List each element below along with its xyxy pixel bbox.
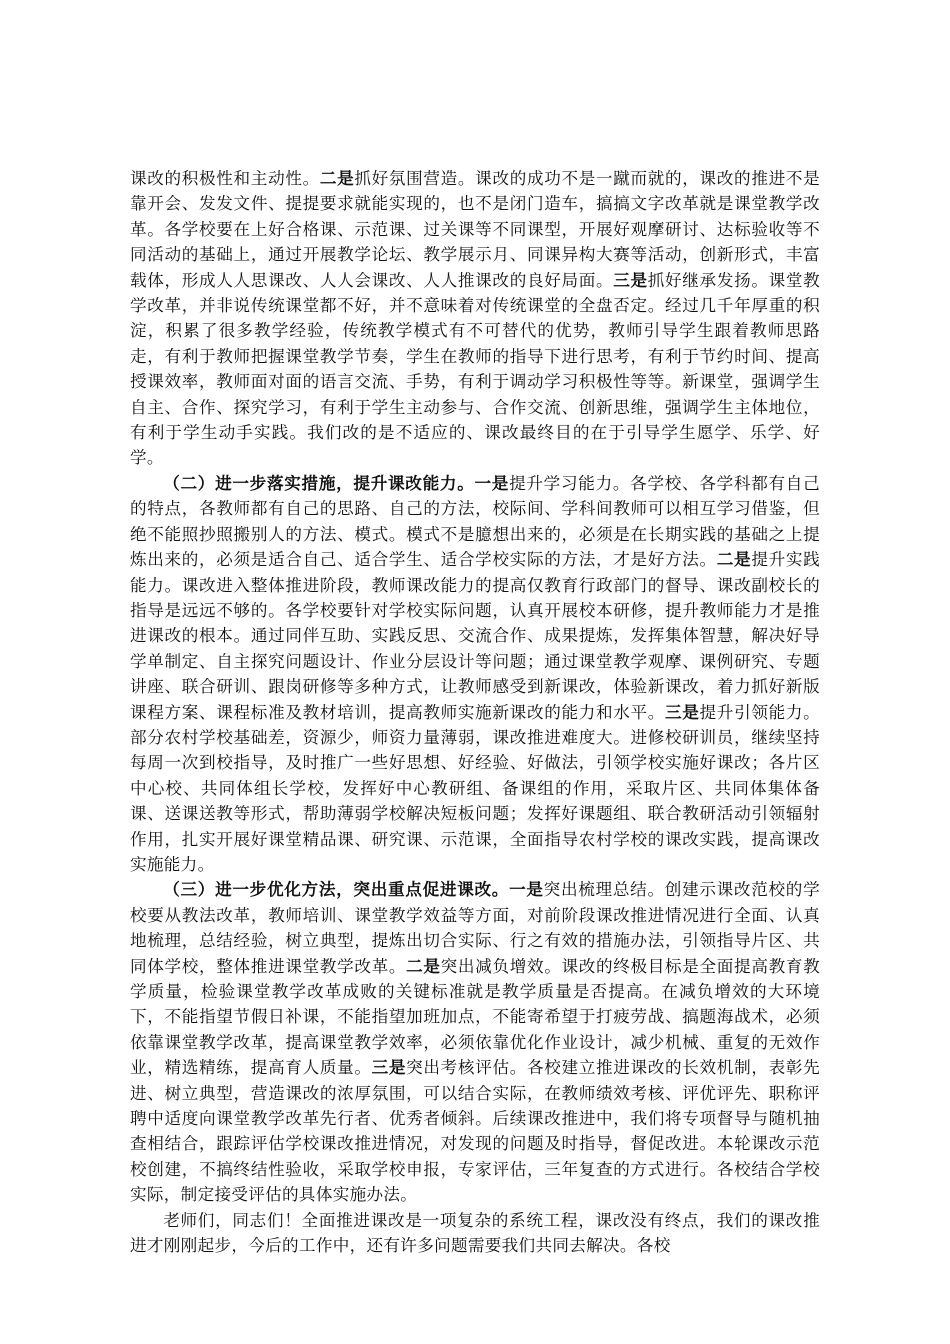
text-run: 老师们，同志们！全面推进课改是一项复杂的系统工程，课改没有终点，我们的课改推进才刚刚起步，今后的工作中，还有许多问题需要我们共同去解决。各校: [130, 1210, 820, 1256]
text-run: 提升引领能力。部分农村学校基础差，资源少，师资力量薄弱，课改推进难度大。进修校研训员，继续坚持每周一次到校指导，及时推广一些好思想、好经验、好做法，引领学校实施好课改；各片区中心校、共同体组长学校，发挥好中心教研组、备课组的作用，采取片区、共同体集体备课、送课送教等形式，帮助薄弱学校解决短板问题；发挥好课题组、联合教研活动引领辐射作用，扎实开展好课堂精品课、研究课、示范课，全面指导农村学校的课改实践，提高课改实施能力。: [130, 702, 820, 874]
section-heading: （二）进一步落实措施，提升课改能力。: [163, 472, 475, 493]
bold-run: 三是: [613, 269, 648, 290]
bold-run: 三是: [371, 1057, 407, 1078]
bold-run: 二是: [716, 549, 752, 570]
text-run: 课改的积极性和主动性。: [130, 169, 320, 188]
text-run: 突出考核评估。各校建立推进课改的长效机制，表彰先进、树立典型，营造课改的浓厚氛围，可以结合实际，在教师绩效考核、评优评先、职称评聘中适度向课堂教学改革先行者、优秀者倾斜。后续课改推进中，我们将专项督导与随机抽查相结合，跟踪评估学校课改推进情况，对发现的问题及时指导，督促改进。本轮课改示范校创建，不搞终结性验收，采取学校申报，专家评估，三年复查的方式进行。各校结合学校实际，制定接受评估的具体实施办法。: [130, 1058, 820, 1205]
paragraph-3: [130, 877, 820, 1207]
document-page: [130, 166, 820, 1258]
text-run: 抓好继承发扬。课堂教学改革，并非说传统课堂都不好，并不意味着对传统课堂的全盘否定。经过几千年厚重的积淀，积累了很多教学经验，传统教学模式有不可替代的优势，教师引导学生跟着教师思路走，有利于教师把握课堂教学节奏，学生在教师的指导下进行思考，有利于节约时间、提高授课效率，教师面对面的语言交流、手势，有利于调动学习积极性等等。新课堂，强调学生自主、合作、探究学习，有利于学生主动参与、合作交流、创新思维，强调学生主体地位，有利于学生动手实践。我们改的是不适应的、课改最终目的在于引导学生愿学、乐学、好学。: [130, 270, 821, 468]
text-run: 突出梳理总结。创建示课改范校的学校要从教法改革，教师培训、课堂教学效益等方面，对前阶段课改推进情况进行全面、认真地梳理，总结经验，树立典型，提炼出切合实际、行之有效的措施办法，引领指导片区、共同体学校，整体推进课堂教学改革。: [130, 880, 820, 976]
section-heading: （三）进一步优化方法，突出重点促进课改。: [163, 879, 510, 900]
bold-run: 三是: [665, 701, 700, 722]
paragraph-2: [130, 471, 820, 878]
bold-run: 一是: [474, 472, 510, 493]
paragraph-1: [130, 166, 820, 471]
bold-run: 二是: [319, 168, 355, 188]
bold-run: 一是: [509, 879, 544, 900]
text-run: 抓好氛围营造。课改的成功不是一蹴而就的，课改的推进不是靠开会、发发文件、提提要求就能实现的，也不是闭门造车，搞搞文字改革就是课堂教学改革。各学校要在上好合格课、示范课、过关课等不同课型，开展好观摩研讨、达标验收等不同活动的基础上，通过开展教学论坛、教学展示月、同课异构大赛等活动，创新形式，丰富载体，形成人人思课改、人人会课改、人人推课改的良好局面。: [130, 169, 820, 290]
bold-run: 二是: [406, 955, 441, 976]
text-run: 提升学习能力。各学校、各学科都有自己的特点，各教师都有自己的思路、自己的方法，校际间、学科间教师可以相互学习借鉴，但绝不能照抄照搬别人的方法、模式。模式不是臆想出来的，必须是在长期实践的基础之上提炼出来的，必须是适合自己、适合学生、适合学校实际的方法，才是好方法。: [130, 473, 820, 570]
paragraph-4: [130, 1208, 820, 1259]
text-run: 提升实践能力。课改进入整体推进阶段，教师课改能力的提高仅教育行政部门的督导、课改副校长的指导是远远不够的。各学校要针对学校实际问题，认真开展校本研修，提升教师能力才是推进课改的根本。通过同伴互助、实践反思、交流合作、成果提炼，发挥集体智慧，解决好导学单制定、自主探究问题设计、作业分层设计等问题；通过课堂教学观摩、课例研究、专题讲座、联合研训、跟岗研修等多种方式，让教师感受到新课改，体验新课改，着力抓好新版课程方案、课程标准及教材培训，提高教师实施新课改的能力和水平。: [130, 550, 820, 722]
text-run: 突出减负增效。课改的终极目标是全面提高教育教学质量，检验课堂教学改革成败的关键标准就是教学质量是否提高。在减负增效的大环境下，不能指望节假日补课，不能指望加班加点，不能寄希望于打疲劳战、搞题海战术，必须依靠课堂教学改革，提高课堂教学效率，必须依靠优化作业设计，减少机械、重复的无效作业，精选精练，提高育人质量。: [130, 956, 820, 1078]
